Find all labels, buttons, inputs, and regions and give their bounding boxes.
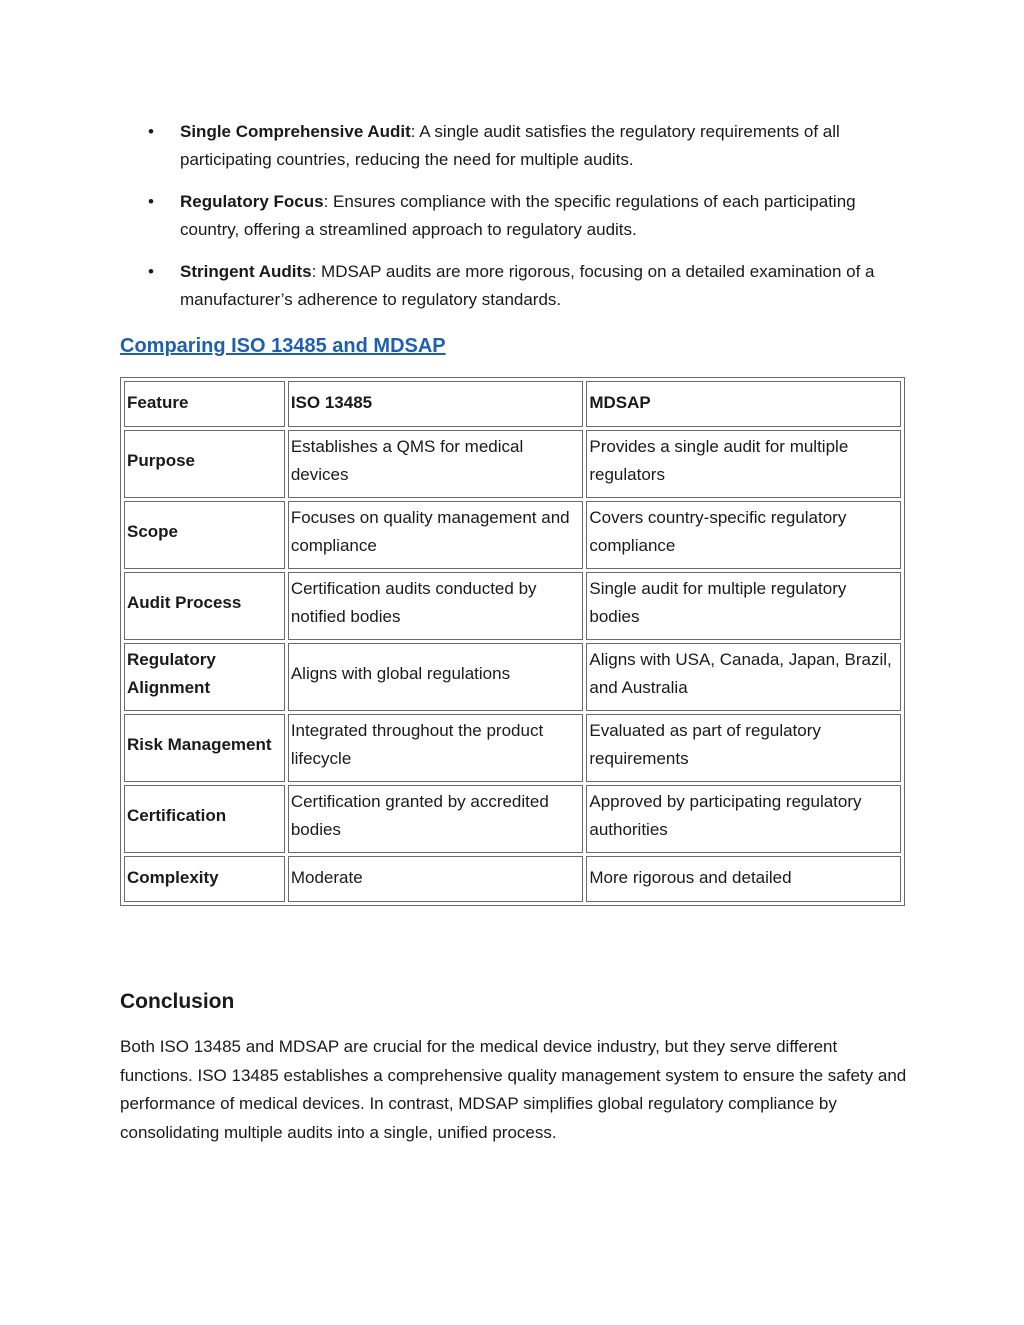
feature-cell: Certification — [124, 785, 285, 853]
conclusion-paragraph: Both ISO 13485 and MDSAP are crucial for the medical device industry, but they serve different functions. ISO 13485 establishes a comprehensive quality management system to ensure the safety and performance of medical devices. In contrast, MDSAP simplifies global regulatory compliance by consolidating multiple audits into a single, unified process. — [120, 1037, 907, 1142]
mdsap-cell: Single audit for multiple regulatory bodies — [586, 572, 901, 640]
feature-cell: Audit Process — [124, 572, 285, 640]
bullet-term: Stringent Audits — [180, 262, 312, 281]
header-cell-feature: Feature — [124, 381, 285, 427]
feature-cell: Risk Management — [124, 714, 285, 782]
bullet-item — [120, 188, 910, 244]
bullet-icon: • — [148, 192, 154, 211]
mdsap-cell: Evaluated as part of regulatory requirements — [586, 714, 901, 782]
table-row — [124, 856, 901, 902]
bullet-item — [120, 258, 910, 314]
feature-cell: Complexity — [124, 856, 285, 902]
table-row — [124, 714, 901, 782]
mdsap-cell: More rigorous and detailed — [586, 856, 901, 902]
mdsap-cell: Provides a single audit for multiple regulators — [586, 430, 901, 498]
bullet-item — [120, 118, 910, 174]
bullet-term: Single Comprehensive Audit — [180, 122, 411, 141]
table-row — [124, 501, 901, 569]
header-cell-mdsap: MDSAP — [586, 381, 901, 427]
comparison-table-container — [120, 377, 905, 906]
bullet-text: : Ensures compliance with the specific regulations of each participating country, offering a streamlined approach to regulatory audits. — [180, 192, 856, 239]
table-row — [124, 643, 901, 711]
feature-cell: Regulatory Alignment — [124, 643, 285, 711]
iso-cell: Certification audits conducted by notified bodies — [288, 572, 584, 640]
table-row — [124, 785, 901, 853]
iso-cell: Moderate — [288, 856, 584, 902]
feature-bullet-list — [120, 118, 910, 328]
table-row — [124, 430, 901, 498]
header-cell-iso: ISO 13485 — [288, 381, 584, 427]
bullet-text: : A single audit satisfies the regulatory requirements of all participating countries, reducing the need for multiple audits. — [180, 122, 840, 169]
iso-cell: Aligns with global regulations — [288, 643, 584, 711]
mdsap-cell: Aligns with USA, Canada, Japan, Brazil, and Australia — [586, 643, 901, 711]
iso-cell: Establishes a QMS for medical devices — [288, 430, 584, 498]
feature-cell: Scope — [124, 501, 285, 569]
mdsap-cell: Covers country-specific regulatory compliance — [586, 501, 901, 569]
bullet-icon: • — [148, 122, 154, 141]
comparison-table — [120, 377, 905, 906]
bullet-text: : MDSAP audits are more rigorous, focusing on a detailed examination of a manufacturer’s adherence to regulatory standards. — [180, 262, 875, 309]
iso-cell: Certification granted by accredited bodies — [288, 785, 584, 853]
table-header-row — [124, 381, 901, 427]
bullet-icon: • — [148, 262, 154, 281]
bullet-term: Regulatory Focus — [180, 192, 324, 211]
iso-cell: Focuses on quality management and compliance — [288, 501, 584, 569]
mdsap-cell: Approved by participating regulatory authorities — [586, 785, 901, 853]
feature-cell: Purpose — [124, 430, 285, 498]
iso-cell: Integrated throughout the product lifecycle — [288, 714, 584, 782]
table-row — [124, 572, 901, 640]
comparison-heading-link[interactable]: Comparing ISO 13485 and MDSAP — [120, 335, 446, 357]
conclusion-heading: Conclusion — [120, 990, 235, 1013]
